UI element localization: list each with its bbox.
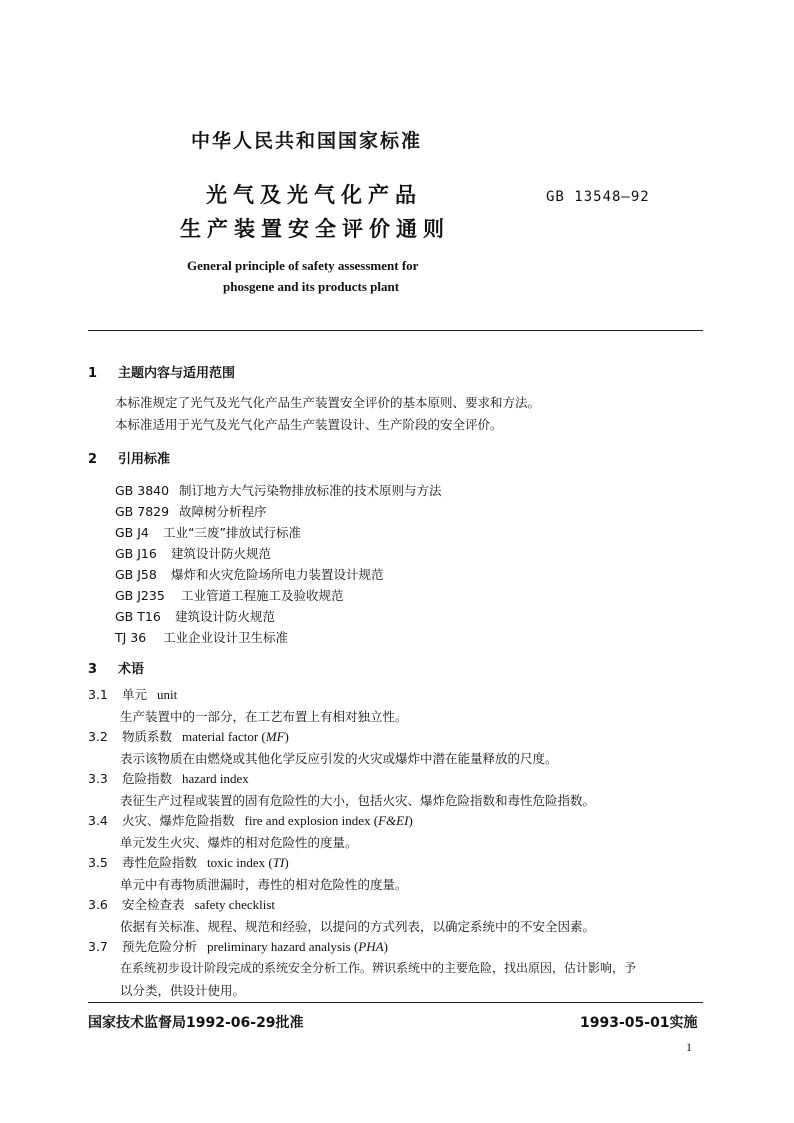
- standard-title-line2: 生产装置安全评价通则: [180, 217, 450, 241]
- term-definition: 单元发生火灾、爆炸的相对危险性的度量。: [120, 835, 358, 850]
- footer-divider: [88, 1002, 703, 1003]
- term-heading: 3.5 毒性危险指数 toxic index (TI): [88, 855, 289, 870]
- list-item: GB J235 工业管道工程施工及验收规范: [115, 588, 344, 603]
- header-divider: [88, 330, 703, 331]
- list-item: GB T16 建筑设计防火规范: [115, 609, 276, 624]
- list-item: GB 7829 故障树分析程序: [115, 504, 267, 519]
- list-item: TJ 36 工业企业设计卫生标准: [115, 630, 289, 645]
- publisher-title: 中华人民共和国国家标准: [191, 130, 423, 152]
- section-title: 主题内容与适用范围: [118, 366, 236, 381]
- term-heading: 3.4 火灾、爆炸危险指数 fire and explosion index (F&EI): [88, 813, 413, 828]
- term-heading: 3.2 物质系数 material factor (MF): [88, 729, 289, 744]
- list-item: GB J16 建筑设计防火规范: [115, 546, 272, 561]
- term-heading: 3.6 安全检查表 safety checklist: [88, 897, 276, 912]
- term-definition: 依据有关标准、规程、规范和经验，以提问的方式列表，以确定系统中的不安全因素。: [120, 919, 596, 934]
- section-title: 术语: [118, 662, 145, 677]
- standard-code: GB 13548—92: [546, 189, 650, 205]
- section-title: 引用标准: [118, 452, 171, 467]
- section-1-para-2: 本标准适用于光气及光气化产品生产装置设计、生产阶段的安全评价。: [115, 417, 503, 432]
- approval-statement: 国家技术监督局1992-06-29批准: [88, 1015, 304, 1031]
- term-heading: 3.7 预先危险分析 preliminary hazard analysis (PHA): [88, 939, 388, 954]
- section-3-heading: [88, 658, 144, 677]
- section-number: 3: [88, 662, 98, 677]
- term-definition: 表征生产过程或装置的固有危险性的大小，包括火灾、爆炸危险指数和毒性危险指数。: [120, 793, 596, 808]
- list-item: GB J4 工业“三废”排放试行标准: [115, 525, 301, 540]
- section-1-heading: [88, 362, 235, 381]
- standard-title-line1: 光气及光气化产品: [206, 183, 422, 207]
- section-2-heading: [88, 448, 170, 467]
- effective-date: 1993-05-01实施: [580, 1015, 698, 1031]
- list-item: GB J58 爆炸和火灾危险场所电力装置设计规范: [115, 567, 384, 582]
- term-definition: 单元中有毒物质泄漏时，毒性的相对危险性的度量。: [120, 877, 408, 892]
- english-title-line2: phosgene and its products plant: [223, 279, 400, 294]
- term-definition: 表示该物质在由燃烧或其他化学反应引发的火灾或爆炸中潜在能量释放的尺度。: [120, 751, 558, 766]
- list-item: GB 3840 制订地方大气污染物排放标准的技术原则与方法: [115, 483, 442, 498]
- term-heading: 3.3 危险指数 hazard index: [88, 771, 249, 786]
- term-definition: 在系统初步设计阶段完成的系统安全分析工作。辨识系统中的主要危险，找出原因，估计影响，予: [120, 961, 637, 975]
- term-definition-continued: 以分类，供设计使用。: [120, 983, 246, 998]
- section-number: 1: [88, 366, 98, 381]
- term-heading: 3.1 单元 unit: [88, 687, 178, 702]
- term-definition: 生产装置中的一部分，在工艺布置上有相对独立性。: [120, 709, 408, 724]
- page-number: 1: [686, 1040, 692, 1054]
- english-title-line1: General principle of safety assessment for: [187, 258, 419, 273]
- section-number: 2: [88, 452, 98, 467]
- section-1-para-1: 本标准规定了光气及光气化产品生产装置安全评价的基本原则、要求和方法。: [115, 395, 541, 410]
